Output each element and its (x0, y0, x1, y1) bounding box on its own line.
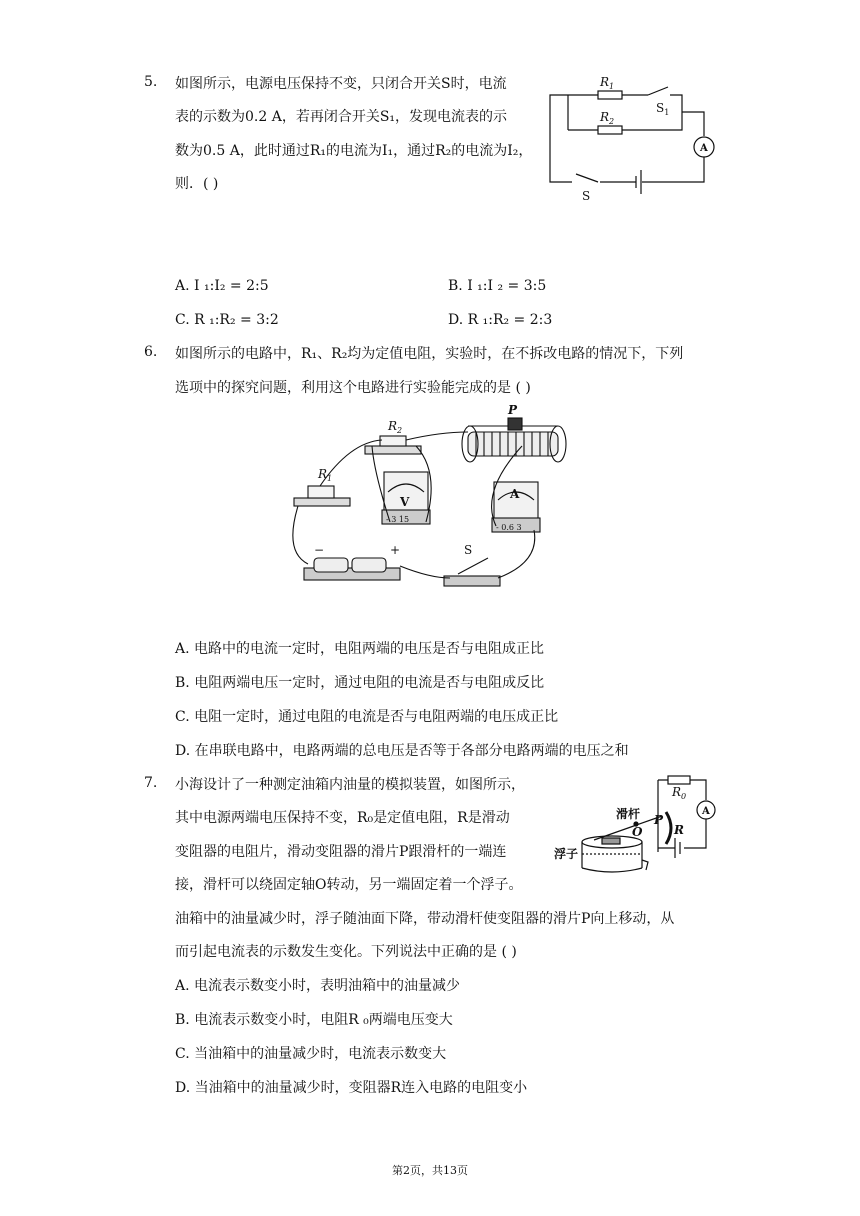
svg-text:R2: $R_2$ (388, 419, 403, 435)
svg-text:R1: $R_1$ (318, 467, 333, 483)
q6-option-b[interactable]: B. 电阻两端电压一定时，通过电阻的电流是否与电阻成反比 (175, 675, 545, 691)
q7-oil-gauge-figure (550, 772, 720, 882)
q7-r0-label: R (672, 785, 682, 799)
q7-line-4: 接，滑杆可以绕固定轴O转动，另一端固定着一个浮子。 (175, 877, 523, 893)
svg-text:R0: $R_0$ (672, 785, 687, 801)
q6-voltmeter-scale: - 3 15 (386, 515, 410, 524)
q7-line-5: 油箱中的油量减少时，浮子随油面下降，带动滑杆使变阻器的滑片P向上移动，从 (175, 911, 675, 927)
q6-battery-plus: + (390, 543, 401, 557)
q7-option-d[interactable]: D. 当油箱中的油量减少时，变阻器R连入电路的电阻变小 (175, 1080, 528, 1096)
q7-ammeter-label: A (702, 806, 710, 817)
q6-ammeter-label: A (510, 487, 520, 501)
q7-slider-label: P (654, 813, 664, 827)
q5-circuit-figure (540, 70, 720, 206)
q5-option-c[interactable]: C. R ₁:R₂ = 3:2 (175, 312, 279, 328)
question-5-number: 5. (144, 74, 158, 90)
q7-line-6: 而引起电流表的示数发生变化。下列说法中正确的是 ( ) (175, 944, 517, 960)
q5-ammeter-label: A (700, 143, 708, 154)
q6-battery-minus: − (314, 543, 325, 557)
q5-line-4: 则．( ) (175, 176, 219, 192)
q5-option-a[interactable]: A. I ₁:I₂ = 2:5 (175, 278, 269, 294)
q6-apparatus-figure (290, 402, 580, 598)
q6-line-2: 选项中的探究问题，利用这个电路进行实验能完成的是 ( ) (175, 380, 531, 396)
page-footer: 第2页，共13页 (392, 1164, 468, 1177)
q7-option-c[interactable]: C. 当油箱中的油量减少时，电流表示数变大 (175, 1046, 447, 1062)
q7-float-label: 浮子 (554, 847, 579, 861)
q7-line-3: 变阻器的电阻片，滑动变阻器的滑片P跟滑杆的一端连 (175, 844, 507, 860)
question-7-number: 7. (144, 775, 158, 791)
q6-ammeter-scale: - 0.6 3 (496, 523, 522, 532)
q5-r2-label: R (600, 110, 610, 124)
q6-slider-label: P (508, 403, 518, 417)
q6-option-d[interactable]: D. 在串联电路中，电路两端的总电压是否等于各部分电路两端的电压之和 (175, 743, 629, 759)
q7-line-1: 小海设计了一种测定油箱内油量的模拟装置，如图所示， (175, 777, 525, 793)
q5-r1-label: R (600, 75, 610, 89)
svg-text:S1: $S_1$ (656, 101, 670, 117)
q7-option-a[interactable]: A. 电流表示数变小时，表明油箱中的油量减少 (175, 978, 461, 994)
q6-r2-label: R (388, 419, 398, 433)
q7-lever-label: 滑杆 (616, 807, 641, 821)
q5-s-label: S (582, 189, 591, 203)
q7-pivot-label: O (632, 825, 643, 839)
q7-option-b[interactable]: B. 电流表示数变小时，电阻R ₀两端电压变大 (175, 1012, 453, 1028)
q7-rheostat-label: R (674, 823, 684, 837)
q5-s1-label: S (656, 101, 665, 115)
q5-option-b[interactable]: B. I ₁:I ₂ = 3:5 (448, 278, 547, 294)
question-6-number: 6. (144, 344, 158, 360)
q5-line-1: 如图所示，电源电压保持不变，只闭合开关S时，电流 (175, 76, 507, 92)
q6-option-a[interactable]: A. 电路中的电流一定时，电阻两端的电压是否与电阻成正比 (175, 641, 545, 657)
q5-option-d[interactable]: D. R ₁:R₂ = 2:3 (448, 312, 553, 328)
q6-voltmeter-label: V (400, 495, 410, 509)
q6-option-c[interactable]: C. 电阻一定时，通过电阻的电流是否与电阻两端的电压成正比 (175, 709, 559, 725)
q5-line-2: 表的示数为0.2 A，若再闭合开关S₁，发现电流表的示 (175, 109, 508, 125)
q6-r1-label: R (318, 467, 328, 481)
svg-text:R1: $R_1$ (600, 75, 615, 91)
q5-line-3: 数为0.5 A，此时通过R₁的电流为I₁，通过R₂的电流为I₂， (175, 143, 533, 159)
q6-line-1: 如图所示的电路中，R₁、R₂均为定值电阻，实验时，在不拆改电路的情况下，下列 (175, 346, 684, 362)
q6-switch-label: S (464, 543, 473, 557)
svg-text:R2: $R_2$ (600, 110, 615, 126)
q7-line-2: 其中电源两端电压保持不变，R₀是定值电阻，R是滑动 (175, 810, 510, 826)
